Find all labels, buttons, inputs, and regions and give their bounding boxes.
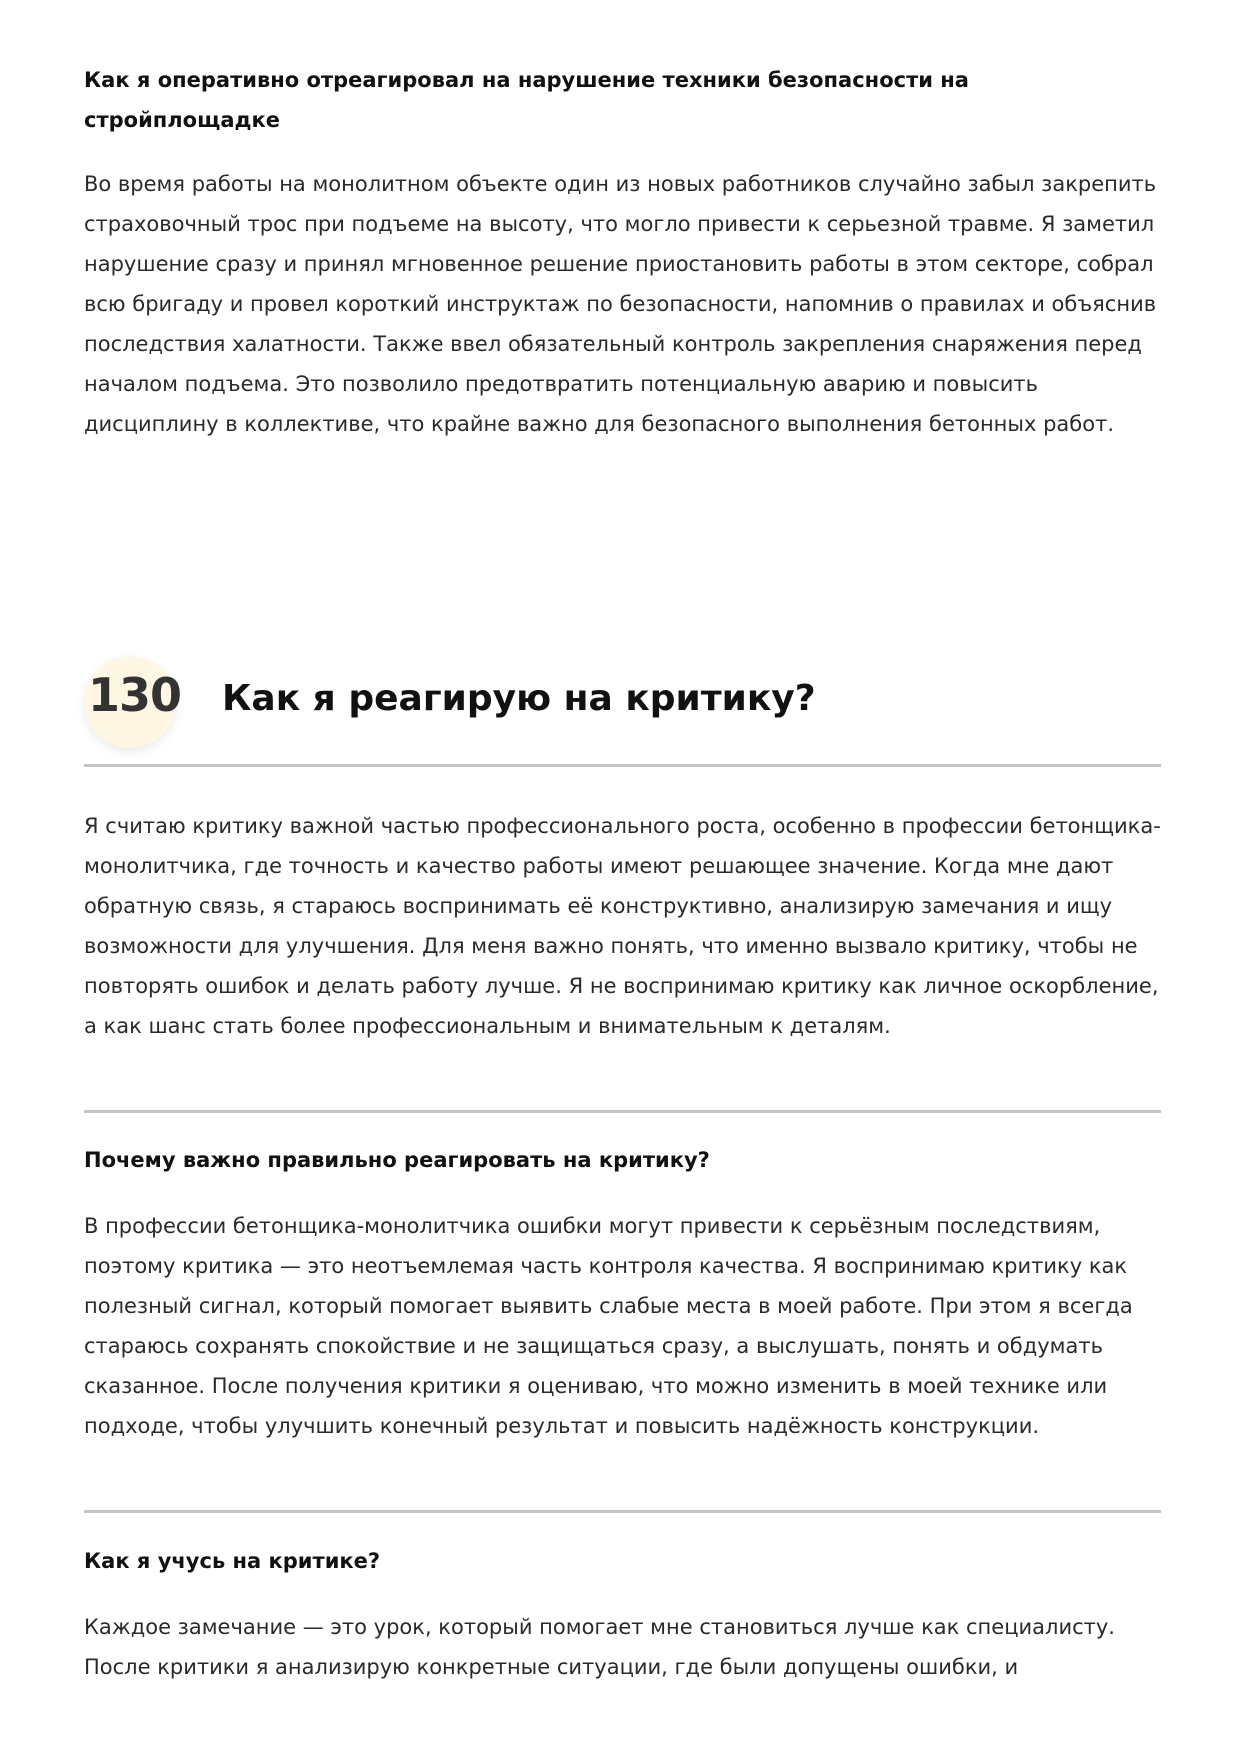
divider [84, 1510, 1161, 1513]
divider [84, 1110, 1161, 1113]
subsection [84, 1140, 1161, 1446]
subsection-heading: Как я учусь на критике? [84, 1549, 381, 1573]
section-header [84, 660, 1161, 770]
previous-answer-heading: Как я оперативно отреагировал на нарушение техники безопасности на стройплощадке [84, 68, 969, 132]
question-number-badge [84, 656, 182, 748]
previous-answer-paragraph: Во время работы на монолитном объекте один из новых работников случайно забыл закрепить страховочный трос при подъеме на высоту, что могло привести к серьезной травме. Я заметил нарушение сразу и принял мгновенное решение приостановить работы в этом секторе, собрал всю бригаду и провел короткий инструктаж по безопасности, напомнив о правилах и объяснив последствия халатности. Также ввел обязательный контроль закрепления снаряжения перед началом подъема. Это позволило предотвратить потенциальную аварию и повысить дисциплину в коллективе, что крайне важно для безопасного выполнения бетонных работ. [84, 172, 1157, 436]
section-intro [84, 806, 1161, 1046]
divider [84, 764, 1161, 767]
subsection-paragraph: В профессии бетонщика-монолитчика ошибки могут привести к серьёзным последствиям, поэтому критика — это неотъемлемая часть контроля качества. Я воспринимаю критику как полезный сигнал, который помогает выявить слабые места в моей работе. При этом я всегда стараюсь сохранять спокойствие и не защищаться сразу, а выслушать, понять и обдумать сказанное. После получения критики я оцениваю, что можно изменить в моей технике или подходе, чтобы улучшить конечный результат и повысить надёжность конструкции. [84, 1214, 1133, 1438]
subsection-paragraph: Каждое замечание — это урок, который помогает мне становиться лучше как специалисту. После критики я анализирую конкретные ситуации, где были допущены ошибки, и [84, 1615, 1115, 1679]
question-number: 130 [88, 668, 182, 722]
section-title: Как я реагирую на критику? [222, 678, 816, 719]
subsection [84, 1541, 1161, 1687]
intro-paragraph: Я считаю критику важной частью профессионального роста, особенно в профессии бетонщика-монолитчика, где точность и качество работы имеют решающее значение. Когда мне дают обратную связь, я стараюсь воспринимать её конструктивно, анализирую замечания и ищу возможности для улучшения. Для меня важно понять, что именно вызвало критику, чтобы не повторять ошибок и делать работу лучше. Я не воспринимаю критику как личное оскорбление, а как шанс стать более профессиональным и внимательным к деталям. [84, 814, 1161, 1038]
subsection-heading: Почему важно правильно реагировать на критику? [84, 1148, 710, 1172]
previous-answer [84, 60, 1161, 444]
